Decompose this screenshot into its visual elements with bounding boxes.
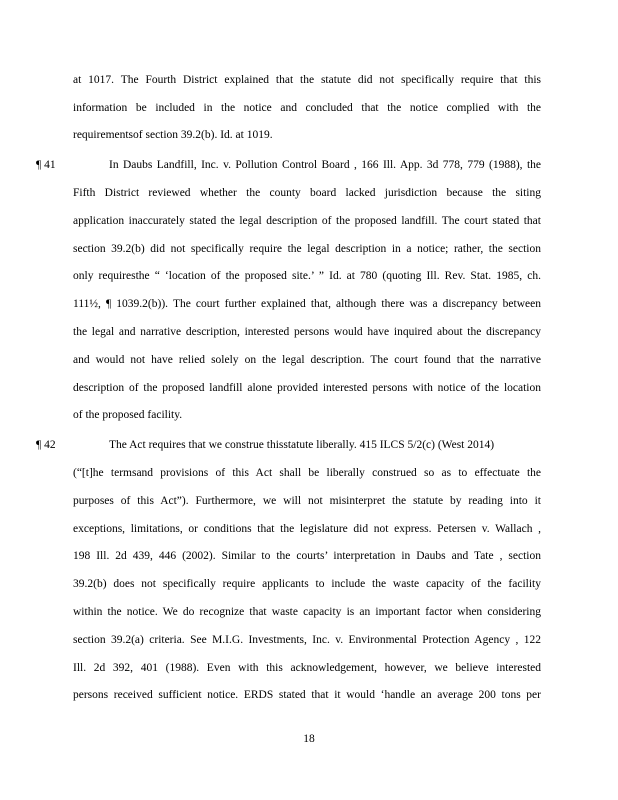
- text-line: Fifth District reviewed whether the county board lacked jurisdiction because the siting: [73, 187, 541, 199]
- text-line: description of the proposed landfill alone provided interested persons with notice of the location: [73, 382, 541, 394]
- text-line: 39.2(b) does not specifically require applicants to include the waste capacity of the facility: [73, 578, 541, 590]
- text-line: 198 Ill. 2d 439, 446 (2002). Similar to the courts’ interpretation in Daubs and Tate , section: [73, 550, 541, 562]
- text-line: only requiresthe “ ‘location of the proposed site.’ ” Id. at 780 (quoting Ill. Rev. Stat. 1985, ch.: [73, 270, 541, 282]
- text-line: requirementsof section 39.2(b). Id. at 1019.: [73, 129, 273, 141]
- text-line: section 39.2(b) did not specifically require the legal description in a notice; rather, the section: [73, 243, 541, 255]
- text-line: the legal and narrative description, interested persons would have inquired about the discrepancy: [73, 326, 541, 338]
- text-line: section 39.2(a) criteria. See M.I.G. Investments, Inc. v. Environmental Protection Agency , 122: [73, 634, 541, 646]
- text-line: of the proposed facility.: [73, 409, 183, 421]
- text-line: and would not have relied solely on the legal description. The court found that the narrative: [73, 354, 541, 366]
- text-line: application inaccurately stated the legal description of the proposed landfill. The court stated that: [73, 215, 541, 227]
- paragraph-number: ¶ 41: [36, 159, 56, 171]
- text-line: The Act requires that we construe thisstatute liberally. 415 ILCS 5/2(c) (West 2014): [109, 439, 495, 451]
- text-line: at 1017. The Fourth District explained that the statute did not specifically require that this: [73, 74, 541, 86]
- text-line: (“[t]he termsand provisions of this Act shall be liberally construed so as to effectuate the: [73, 467, 541, 479]
- text-line: information be included in the notice and concluded that the notice complied with the: [73, 102, 541, 114]
- text-line: 111½, ¶ 1039.2(b)). The court further explained that, although there was a discrepancy between: [73, 298, 541, 310]
- page-number: 18: [303, 733, 315, 745]
- text-line: Ill. 2d 392, 401 (1988). Even with this acknowledgement, however, we believe interested: [73, 662, 541, 674]
- text-line: exceptions, limitations, or conditions that the legislature did not express. Petersen v. Wallach ,: [73, 523, 541, 535]
- paragraph-number: ¶ 42: [36, 439, 56, 451]
- text-line: In Daubs Landfill, Inc. v. Pollution Control Board , 166 Ill. App. 3d 778, 779 (1988), the: [109, 159, 541, 171]
- text-line: within the notice. We do recognize that waste capacity is an important factor when considering: [73, 606, 541, 618]
- text-line: persons received sufficient notice. ERDS stated that it would ‘handle an average 200 tons per: [73, 689, 541, 701]
- text-line: purposes of this Act”). Furthermore, we will not misinterpret the statute by reading into it: [73, 495, 541, 507]
